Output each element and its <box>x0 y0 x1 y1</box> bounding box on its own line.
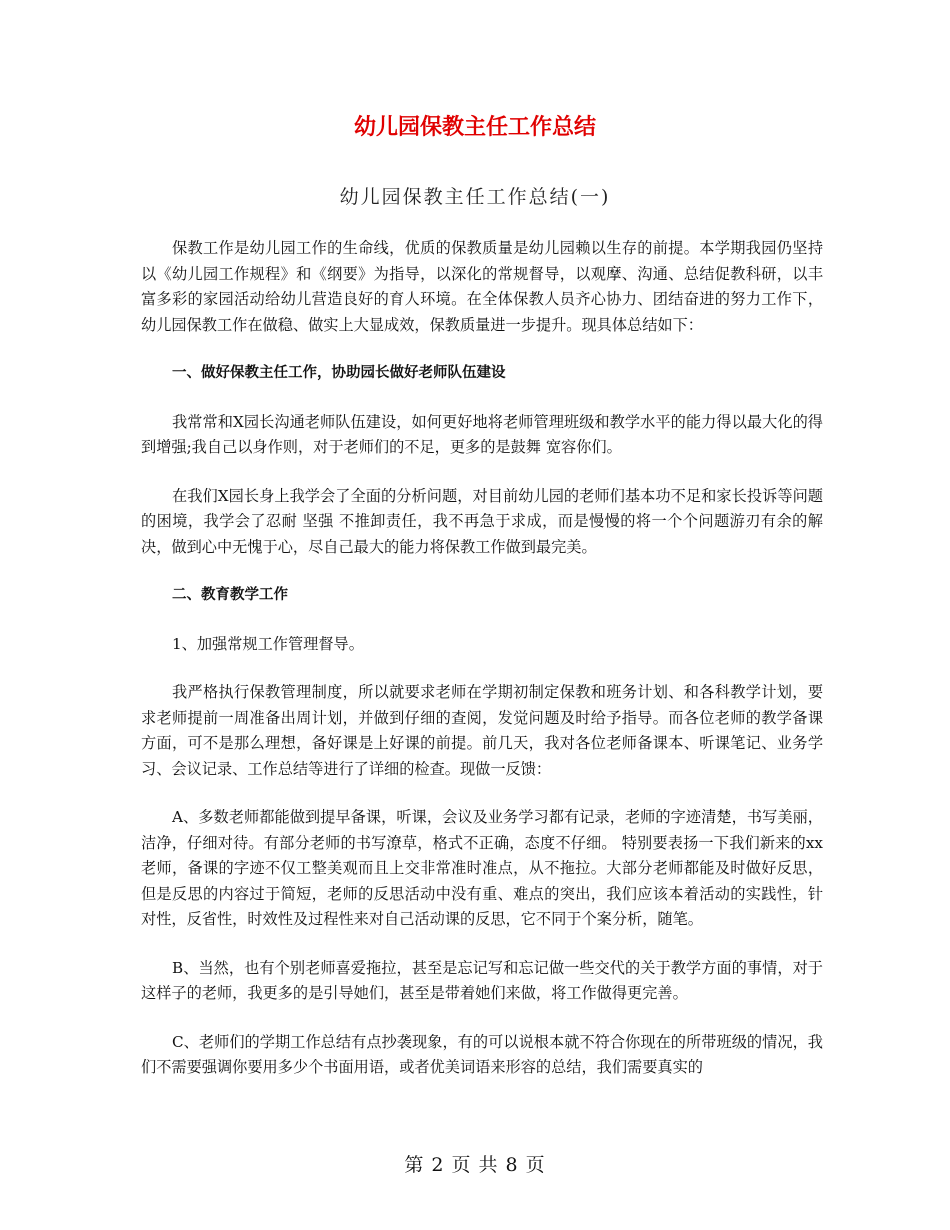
paragraph-item-c: C、老师们的学期工作总结有点抄袭现象，有的可以说根本就不符合你现在的所带班级的情况，我们不需要强调你要用多少个书面用语，或者优美词语来形容的总结，我们需要真实的 <box>141 1032 823 1076</box>
paragraph: 在我们X园长身上我学会了全面的分析问题，对目前幼儿园的老师们基本功不足和家长投诉等问题的困境，我学会了忍耐 坚强 不推卸责任，我不再急于求成，而是慢慢的将一个个问题游刃有余的解决，做到心中无愧于心，尽自己最大的能力将保教工作做到最完美。 <box>141 486 823 556</box>
section-heading-2: 二、教育教学工作 <box>172 587 288 603</box>
document-body <box>141 236 823 1104</box>
document-subtitle: 幼儿园保教主任工作总结(一) <box>339 186 611 208</box>
paragraph-item-b: B、当然，也有个别老师喜爱拖拉，甚至是忘记写和忘记做一些交代的关于教学方面的事情，对于这样子的老师，我更多的是引导她们，甚至是带着她们来做，将工作做得更完善。 <box>141 958 823 1002</box>
paragraph-item-a: A、多数老师都能做到提早备课，听课，会议及业务学习都有记录，老师的字迹清楚，书写美丽，洁净，仔细对待。有部分老师的书写潦草，格式不正确，态度不仔细。 特别要表扬一下我们新来的xx老师，备课的字迹不仅工整美观而且上交非常准时准点，从不拖拉。大部分老师都能及时做好反思，但是反思的内容过于简短，老师的反思活动中没有重、难点的突出，我们应该本着活动的实践性，针对性，反省性，时效性及过程性来对自己活动课的反思，它不同于个案分析，随笔。 <box>141 808 823 928</box>
section-heading-1: 一、做好保教主任工作，协助园长做好老师队伍建设 <box>172 365 506 381</box>
paragraph-intro: 保教工作是幼儿园工作的生命线，优质的保教质量是幼儿园赖以生存的前提。本学期我园仍坚持以《幼儿园工作规程》和《纲要》为指导，以深化的常规督导，以观摩、沟通、总结促教科研，以丰富多彩的家园活动给幼儿营造良好的育人环境。在全体保教人员齐心协力、团结奋进的努力工作下，幼儿园保教工作在做稳、做实上大显成效，保教质量进一步提升。现具体总结如下： <box>141 239 823 334</box>
document-title: 幼儿园保教主任工作总结 <box>353 115 596 140</box>
paragraph: 我常常和X园长沟通老师队伍建设，如何更好地将老师管理班级和教学水平的能力得以最大化的得到增强;我自己以身作则，对于老师们的不足，更多的是鼓舞 宽容你们。 <box>141 412 823 456</box>
page-number: 第 2 页 共 8 页 <box>404 1154 546 1176</box>
subsection-heading: 1、加强常规工作管理督导。 <box>172 634 364 653</box>
paragraph: 我严格执行保教管理制度，所以就要求老师在学期初制定保教和班务计划、和各科教学计划，要求老师提前一周准备出周计划，并做到仔细的查阅，发觉问题及时给予指导。而各位老师的教学备课方面，可不是那么理想，备好课是上好课的前提。前几天，我对各位老师备课本、听课笔记、业务学习、会议记录、工作总结等进行了详细的检查。现做一反馈： <box>141 683 823 778</box>
